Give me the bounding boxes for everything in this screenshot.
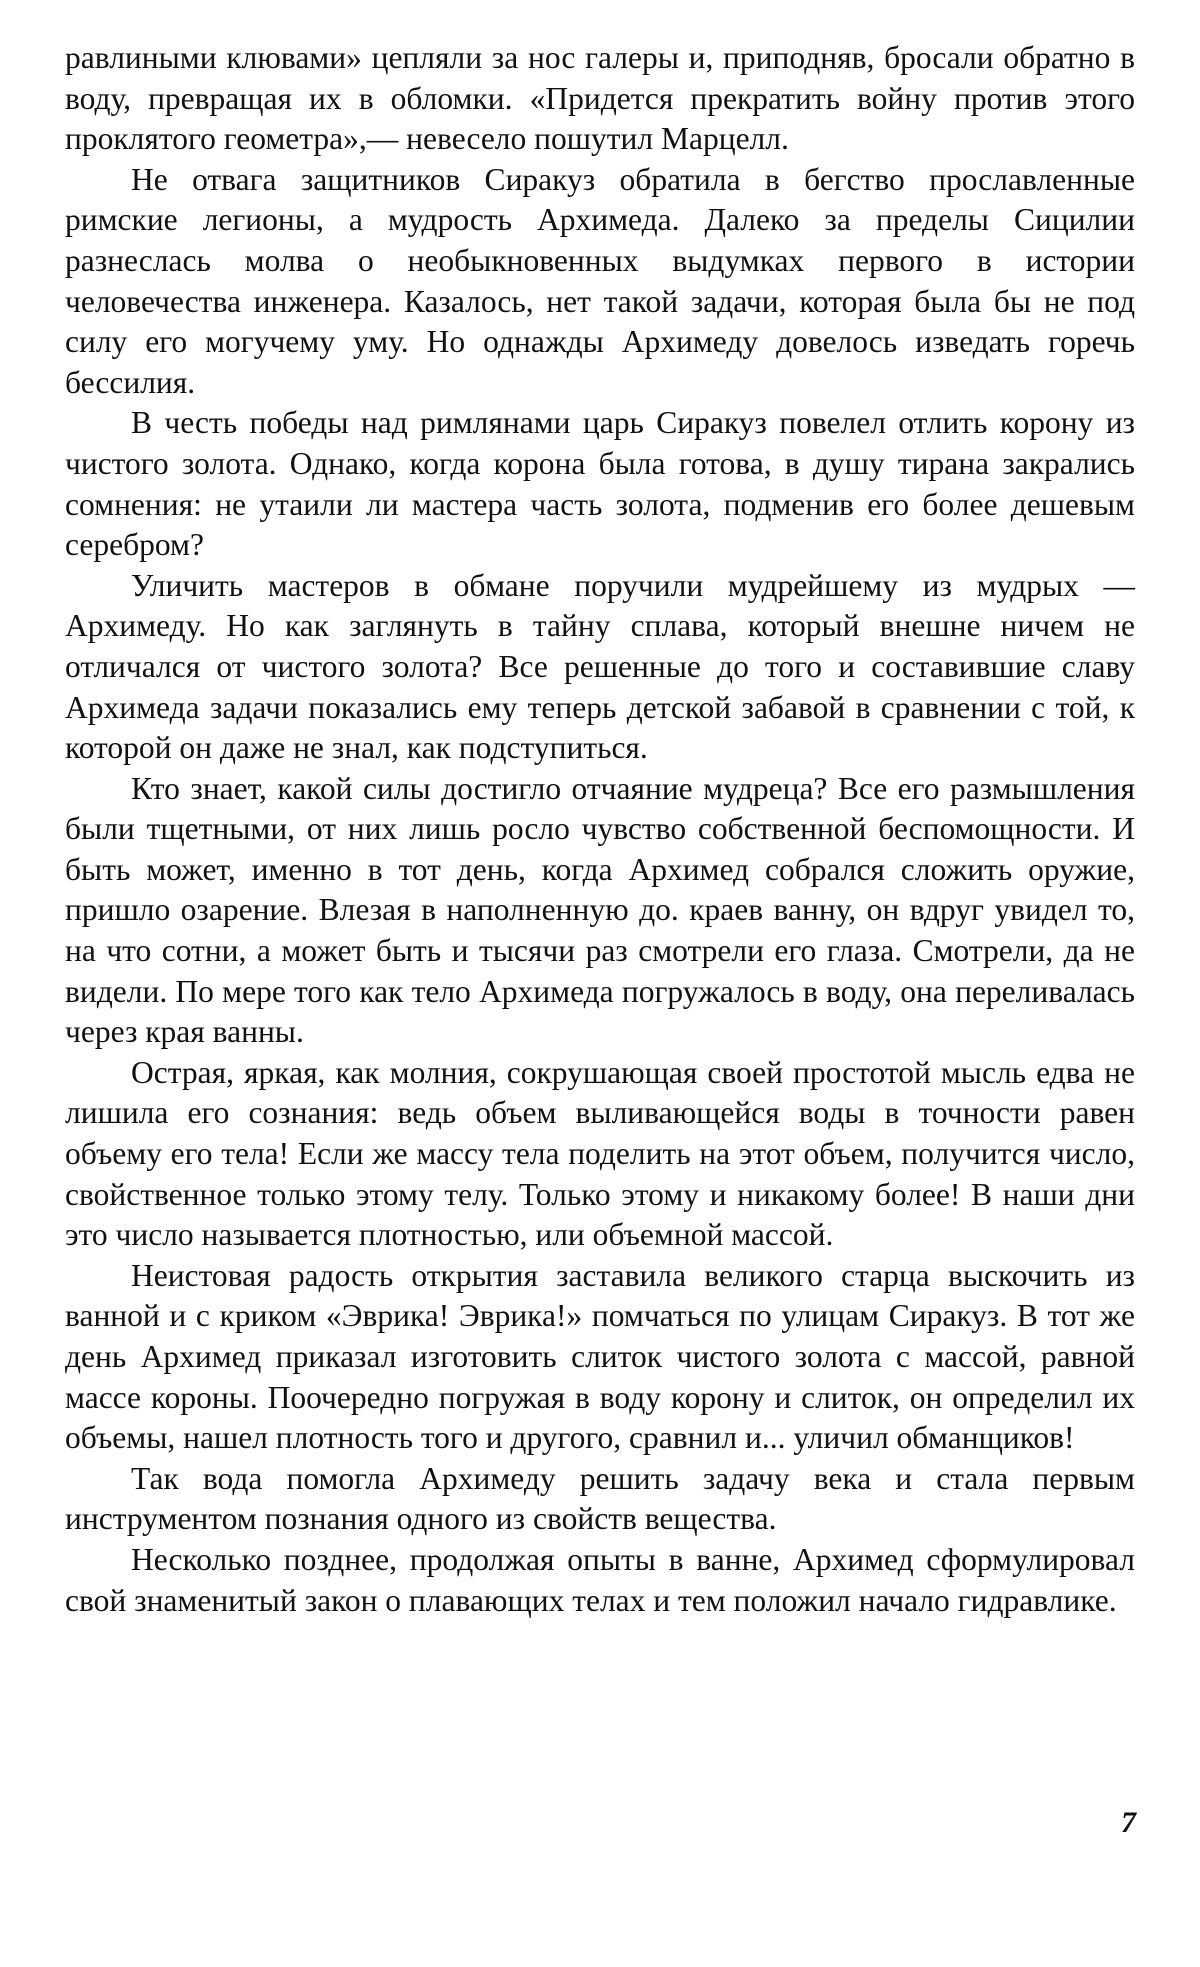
paragraph: Кто знает, какой силы достигло отчаяние мудреца? Все его размышления были тщетными, от них лишь росло чувство собственной беспомощности. И быть может, именно в тот день, когда Архимед собрался сложить оружие, пришло озарение. Влезая в наполненную до. краев ванну, он вдруг увидел то, на что сотни, а может быть и тысячи раз смотрели его глаза. Смотрели, да не видели. По мере того как тело Архимеда погружалось в воду, она переливалась через края ванны. <box>65 770 1135 1050</box>
paragraph: В честь победы над римлянами царь Сиракуз повелел отлить корону из чистого золота. Однако, когда корона была готова, в душу тирана закрались сомнения: не утаили ли мастера часть золота, подменив его более дешевым серебром? <box>65 405 1135 563</box>
paragraph: Уличить мастеров в обмане поручили мудрейшему из мудрых — Архимеду. Но как заглянуть в тайну сплава, который внешне ничем не отличался от чистого золота? Все решенные до того и составившие славу Архимеда задачи показались ему теперь детской забавой в сравнении с той, к которой он даже не знал, как подступиться. <box>65 567 1135 766</box>
paragraph: Не отвага защитников Сиракуз обратила в бегство прославленные римские легионы, а мудрость Архимеда. Далеко за пределы Сицилии разнеслась молва о необыкновенных выдумках первого в истории человечества инженера. Казалось, нет такой задачи, которая была бы не под силу его могучему уму. Но однажды Архимеду довелось изведать горечь бессилия. <box>65 161 1135 400</box>
paragraph-continuation: равлиными клювами» цепляли за нос галеры и, приподняв, бросали обратно в воду, превращая их в обломки. «Придется прекратить войну против этого проклятого геометра»,— невесело пошутил Марцелл. <box>65 40 1135 157</box>
paragraph: Неистовая радость открытия заставила великого старца выскочить из ванной и с криком «Эврика! Эврика!» помчаться по улицам Сиракуз. В тот же день Архимед приказал изготовить слиток чистого золота с массой, равной массе короны. Поочередно погружая в воду корону и слиток, он определил их объемы, нашел плотность того и другого, сравнил и... уличил обманщиков! <box>65 1257 1135 1456</box>
paragraph: Острая, яркая, как молния, сокрушающая своей простотой мысль едва не лишила его сознания: ведь объем выливающейся воды в точности равен объему его тела! Если же массу тела поделить на этот объем, получится число, свойственное только этому телу. Только этому и никакому более! В наши дни это число называется плотностью, или объемной массой. <box>65 1054 1135 1253</box>
paragraph: Так вода помогла Архимеду решить задачу века и стала первым инструментом познания одного из свойств вещества. <box>65 1460 1135 1537</box>
body-text <box>65 38 1135 1621</box>
page-number: 7 <box>1121 1806 1136 1839</box>
paragraph: Несколько позднее, продолжая опыты в ванне, Архимед сформулировал свой знаменитый закон о плавающих телах и тем положил начало гидравлике. <box>65 1541 1135 1618</box>
